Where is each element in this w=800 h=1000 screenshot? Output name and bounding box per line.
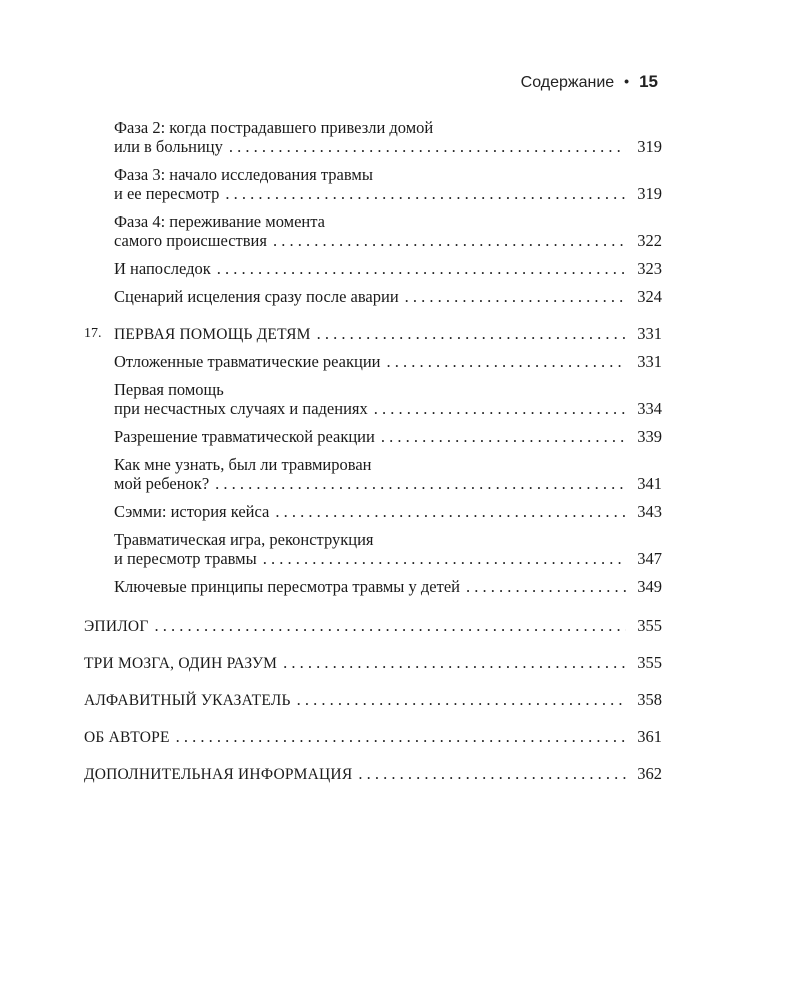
leader-dots — [273, 231, 626, 250]
table-of-contents — [84, 118, 662, 801]
toc-top-entry[interactable] — [84, 690, 662, 710]
header-page-number: 15 — [639, 72, 658, 91]
toc-top-entry[interactable] — [84, 616, 662, 636]
chapter-number: 17. — [84, 326, 102, 341]
toc-chapter-title: ПЕРВАЯ ПОМОЩЬ ДЕТЯМ — [114, 326, 311, 343]
leader-dots — [405, 287, 626, 306]
toc-entry-page: 349 — [637, 577, 662, 596]
leader-dots — [275, 502, 626, 521]
toc-entry-page: 334 — [637, 399, 662, 418]
toc-entry-page: 322 — [637, 231, 662, 250]
toc-entry-title-line: Фаза 3: начало исследования травмы — [114, 165, 373, 184]
toc-entry-title-line: Травматическая игра, реконструкция — [114, 530, 374, 549]
leader-dots — [358, 764, 626, 783]
leader-dots — [263, 549, 626, 568]
toc-entry[interactable] — [84, 380, 662, 418]
toc-entry-title: АЛФАВИТНЫЙ УКАЗАТЕЛЬ — [84, 692, 291, 709]
toc-entry-page: 324 — [637, 287, 662, 306]
toc-entry[interactable] — [84, 530, 662, 568]
leader-dots — [317, 324, 626, 343]
toc-entry-title: И напоследок — [114, 259, 211, 278]
toc-entry-page: 362 — [637, 764, 662, 783]
toc-entry[interactable] — [84, 352, 662, 371]
toc-entry-page: 319 — [637, 137, 662, 156]
leader-dots — [283, 653, 626, 672]
toc-entry-page: 343 — [637, 502, 662, 521]
toc-entry[interactable] — [84, 427, 662, 446]
toc-entry[interactable] — [84, 118, 662, 156]
running-header — [521, 72, 658, 92]
toc-entry-page: 355 — [637, 653, 662, 672]
toc-entry[interactable] — [84, 577, 662, 596]
toc-entry-page: 323 — [637, 259, 662, 278]
toc-entry-page: 341 — [637, 474, 662, 493]
toc-entry-page: 355 — [637, 616, 662, 635]
header-section-title: Содержание — [520, 74, 615, 91]
toc-chapter-entry[interactable] — [84, 324, 662, 344]
toc-entry-title: ДОПОЛНИТЕЛЬНАЯ ИНФОРМАЦИЯ — [84, 766, 353, 783]
leader-dots — [155, 616, 627, 635]
toc-entry[interactable] — [84, 287, 662, 306]
leader-dots — [466, 577, 626, 596]
leader-dots — [297, 690, 626, 709]
toc-top-entry[interactable] — [84, 653, 662, 673]
toc-entry-title: самого происшествия — [114, 231, 267, 250]
toc-entry[interactable] — [84, 455, 662, 493]
leader-dots — [215, 474, 626, 493]
toc-entry[interactable] — [84, 502, 662, 521]
toc-entry-title: или в больницу — [114, 137, 223, 156]
toc-top-entry[interactable] — [84, 727, 662, 747]
leader-dots — [225, 184, 626, 203]
toc-entry-title: ЭПИЛОГ — [84, 618, 149, 635]
leader-dots — [176, 727, 626, 746]
toc-entry[interactable] — [84, 259, 662, 278]
toc-entry-page: 319 — [637, 184, 662, 203]
toc-entry-title: ТРИ МОЗГА, ОДИН РАЗУМ — [84, 655, 278, 672]
toc-entry-title: ОБ АВТОРЕ — [84, 729, 170, 746]
toc-entry-page: 339 — [637, 427, 662, 446]
leader-dots — [374, 399, 626, 418]
toc-entry-page: 347 — [637, 549, 662, 568]
toc-entry-title: Отложенные травматические реакции — [114, 352, 381, 371]
toc-entry[interactable] — [84, 212, 662, 250]
toc-entry-title: Разрешение травматической реакции — [114, 427, 375, 446]
toc-entry-title: при несчастных случаях и падениях — [114, 399, 368, 418]
toc-entry-page: 331 — [637, 352, 662, 371]
toc-top-entry[interactable] — [84, 764, 662, 784]
header-bullet: • — [624, 73, 630, 89]
leader-dots — [381, 427, 626, 446]
toc-entry-title: и ее пересмотр — [114, 184, 220, 203]
toc-entry-title: Ключевые принципы пересмотра травмы у детей — [114, 577, 460, 596]
toc-entry-title: и пересмотр травмы — [114, 549, 257, 568]
toc-entry[interactable] — [84, 165, 662, 203]
toc-entry-title: Сценарий исцеления сразу после аварии — [114, 287, 399, 306]
leader-dots — [229, 137, 626, 156]
toc-entry-title-line: Первая помощь — [114, 380, 224, 399]
leader-dots — [217, 259, 626, 278]
toc-entry-title-line: Как мне узнать, был ли травмирован — [114, 455, 372, 474]
toc-entry-page: 361 — [637, 727, 662, 746]
toc-entry-title: мой ребенок? — [114, 474, 210, 493]
toc-entry-page: 358 — [637, 690, 662, 709]
leader-dots — [387, 352, 626, 371]
toc-entry-title-line: Фаза 2: когда пострадавшего привезли домой — [114, 118, 434, 137]
toc-entry-title: Сэмми: история кейса — [114, 502, 270, 521]
toc-entry-title-line: Фаза 4: переживание момента — [114, 212, 325, 231]
toc-entry-page: 331 — [637, 324, 662, 343]
